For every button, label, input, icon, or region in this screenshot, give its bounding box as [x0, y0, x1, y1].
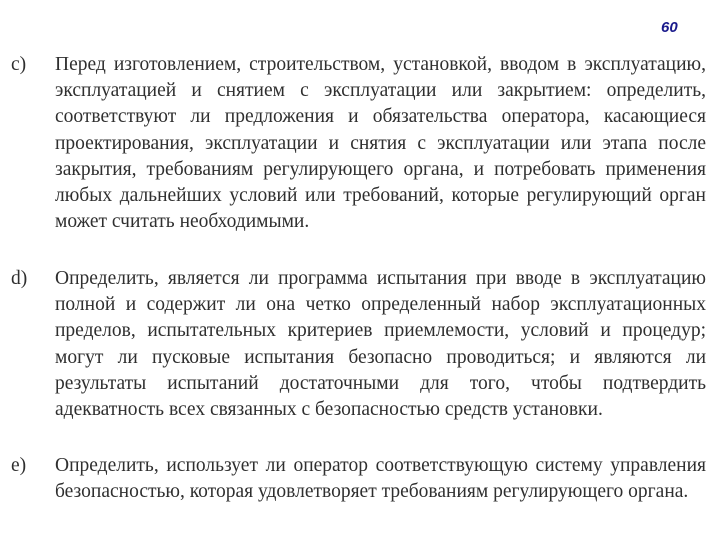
list-item-marker: d): [11, 268, 28, 289]
list-item-marker: e): [11, 455, 27, 476]
list-item-text: Перед изготовлением, строительством, установкой, вводом в эксплуатацию, эксплуатацией и снятием с эксплуатации или закрытием: определить, соответствуют ли предложения и обязательства оператора, касающиеся проектирования, эксплуатации и снятия с эксплуатации или этапа после закрытия, требованиям регулирующего органа, и потребовать применения любых дальнейших условий или требований, которые регулирующий орган может считать необходимыми.: [55, 54, 706, 233]
list-item-text: Определить, является ли программа испытания при вводе в эксплуатацию полной и содержит ли она четко определенный набор эксплуатационных пределов, испытательных критериев приемлемости, условий и процедур; могут ли пусковые испытания безопасно проводиться; и являются ли результаты испытаний достаточными для того, чтобы подтвердить адекватность всех связанных с безопасностью средств установки.: [55, 268, 706, 421]
list-item-text: Определить, использует ли оператор соответствующую систему управления безопасностью, которая удовлетворяет требованиям регулирующего органа.: [55, 455, 706, 503]
list-item-marker: c): [11, 54, 27, 75]
page-number: 60: [661, 19, 678, 36]
